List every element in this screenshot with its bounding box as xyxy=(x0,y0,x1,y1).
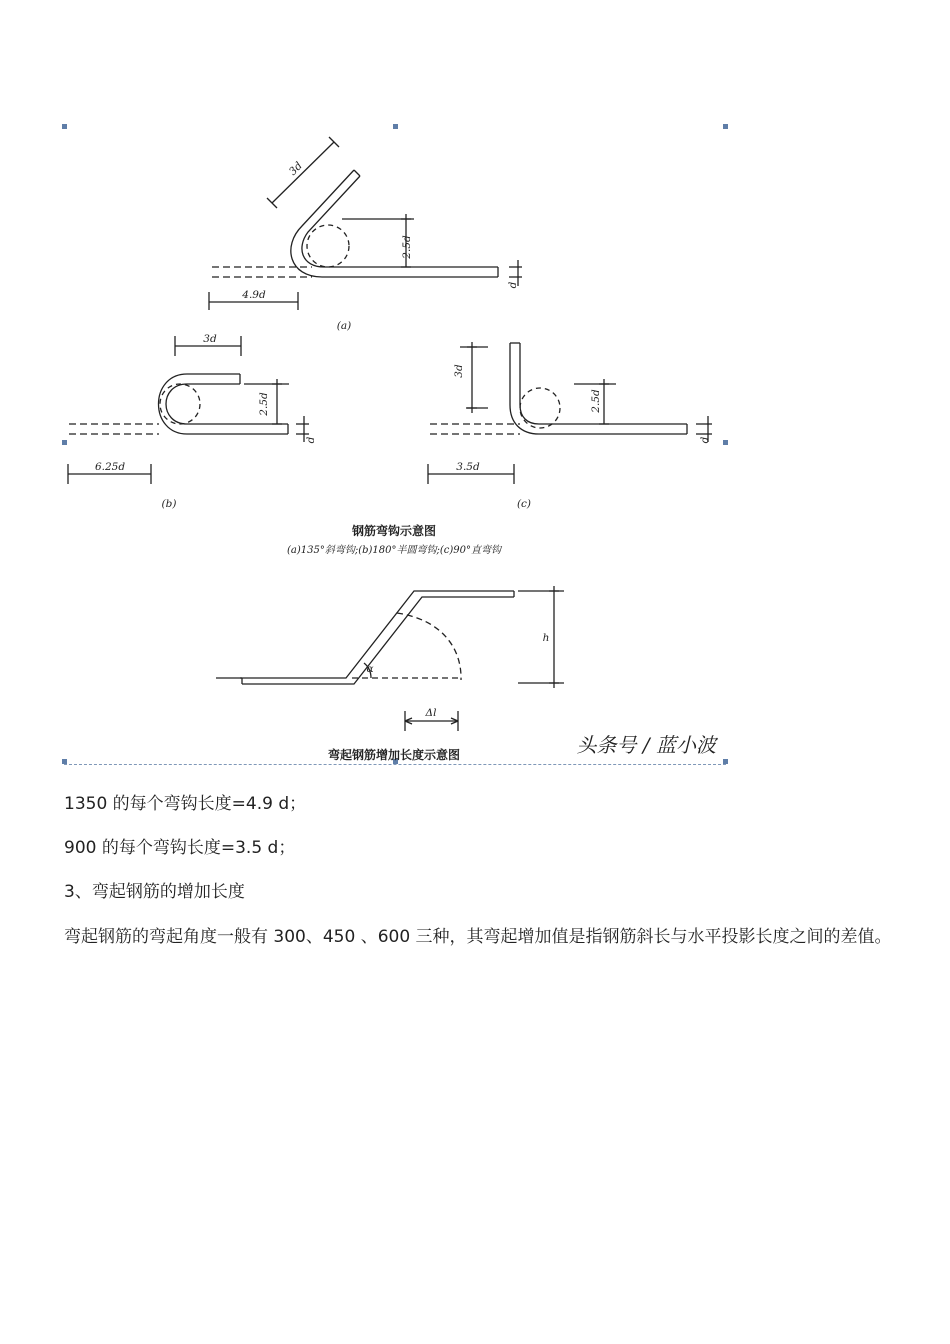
rebar-hook-diagram xyxy=(64,126,726,764)
figure-frame[interactable] xyxy=(64,126,726,765)
dim-6-25d-label: 6.25d xyxy=(94,461,126,473)
dim-d-label-c: d xyxy=(699,436,711,444)
dim-3-5d-label: 3.5d xyxy=(456,461,480,473)
dim-3d-label-c: 3d xyxy=(453,364,465,378)
dim-h-label: h xyxy=(542,632,550,644)
dim-delta-l-label: Δl xyxy=(425,707,437,719)
dim-d-label-b: d xyxy=(305,436,317,444)
dim-4-9d-label: 4.9d xyxy=(242,289,266,301)
dim-2-5d-label-b: 2.5d xyxy=(258,392,270,416)
watermark: 头条号 / 蓝小波 xyxy=(576,733,716,757)
figure-caption-title: 钢筋弯钩示意图 xyxy=(351,524,437,538)
figure-label-a: (a) xyxy=(336,320,352,332)
paragraph-bent-bar-angles: 弯起钢筋的弯起角度一般有 300、450 、600 三种，其弯起增加值是指钢筋斜长与水平投影长度之间的差值。 xyxy=(64,927,892,947)
dim-3d-diagonal-label: 3d xyxy=(286,159,305,178)
paragraph-90-hook: 900 的每个弯钩长度=3.5 d； xyxy=(64,838,296,858)
bent-bar-caption: 弯起钢筋增加长度示意图 xyxy=(327,748,461,762)
bent-bar-figure xyxy=(216,586,564,731)
paragraph-135-hook: 1350 的每个弯钩长度=4.9 d； xyxy=(64,794,307,814)
hook-135-figure xyxy=(209,137,522,310)
dim-d-label-a: d xyxy=(507,281,519,289)
dim-3d-label-b: 3d xyxy=(203,333,217,345)
dim-2-5d-label-c: 2.5d xyxy=(590,389,602,413)
figure-caption-subtitle: (a)135°斜弯钩;(b)180°半圆弯钩;(c)90°直弯钩 xyxy=(286,545,502,556)
section-heading-bent-bar: 3、弯起钢筋的增加长度 xyxy=(64,882,245,902)
angle-alpha-label: α xyxy=(366,663,374,675)
figure-label-b: (b) xyxy=(161,498,177,510)
dim-2-5d-label-a: 2.5d xyxy=(401,235,413,259)
figure-label-c: (c) xyxy=(516,498,532,510)
